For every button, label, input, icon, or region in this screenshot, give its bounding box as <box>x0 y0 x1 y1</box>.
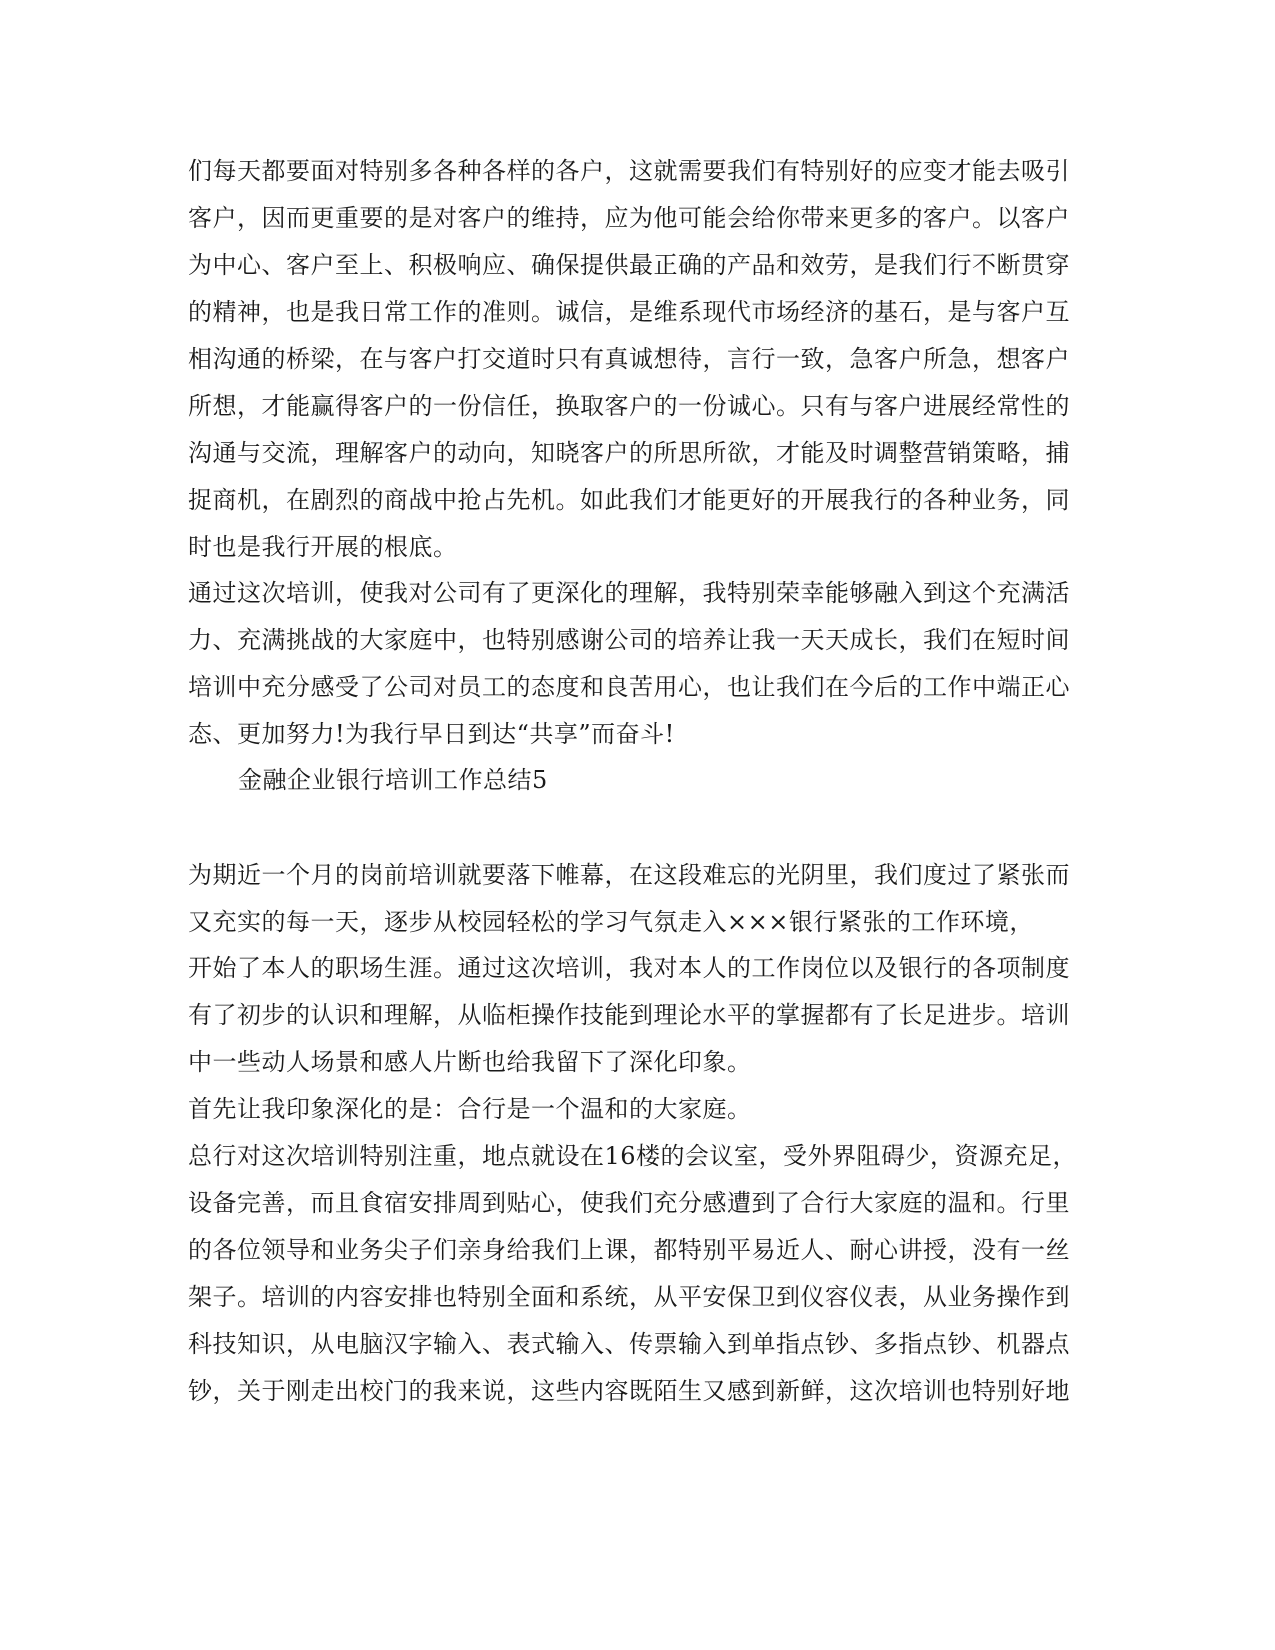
text-line: 科技知识，从电脑汉字输入、表式输入、传票输入到单指点钞、多指点钞、机器点 <box>188 1330 1070 1358</box>
text-line: 开始了本人的职场生涯。通过这次培训，我对本人的工作岗位以及银行的各项制度 <box>188 954 1070 982</box>
text-line: 培训中充分感受了公司对员工的态度和良苦用心，也让我们在今后的工作中端正心 <box>188 673 1070 701</box>
text-line: 客户，因而更重要的是对客户的维持，应为他可能会给你带来更多的客户。以客户 <box>188 204 1070 232</box>
text-line: 有了初步的认识和理解，从临柜操作技能到理论水平的掌握都有了长足进步。培训 <box>188 1001 1070 1029</box>
text-line: 捉商机，在剧烈的商战中抢占先机。如此我们才能更好的开展我行的各种业务，同 <box>188 486 1070 514</box>
text-line: 总行对这次培训特别注重，地点就设在16楼的会议室，受外界阻碍少，资源充足， <box>188 1142 1078 1170</box>
text-line: 的各位领导和业务尖子们亲身给我们上课，都特别平易近人、耐心讲授，没有一丝 <box>188 1236 1070 1264</box>
section-heading: 金融企业银行培训工作总结5 <box>238 766 548 794</box>
text-line: 的精神，也是我日常工作的准则。诚信，是维系现代市场经济的基石，是与客户互 <box>188 298 1070 326</box>
text-line: 钞，关于刚走出校门的我来说，这些内容既陌生又感到新鲜，这次培训也特别好地 <box>188 1377 1070 1405</box>
text-line: 为期近一个月的岗前培训就要落下帷幕，在这段难忘的光阴里，我们度过了紧张而 <box>188 861 1070 889</box>
text-line: 首先让我印象深化的是：合行是一个温和的大家庭。 <box>188 1095 752 1123</box>
text-line: 所想，才能赢得客户的一份信任，换取客户的一份诚心。只有与客户进展经常性的 <box>188 392 1070 420</box>
text-line: 沟通与交流，理解客户的动向，知晓客户的所思所欲，才能及时调整营销策略，捕 <box>188 439 1070 467</box>
text-line: 们每天都要面对特别多各种各样的各户，这就需要我们有特别好的应变才能去吸引 <box>188 157 1070 185</box>
text-line: 为中心、客户至上、积极响应、确保提供最正确的产品和效劳，是我们行不断贯穿 <box>188 251 1070 279</box>
text-line: 中一些动人场景和感人片断也给我留下了深化印象。 <box>188 1048 752 1076</box>
text-line: 设备完善，而且食宿安排周到贴心，使我们充分感遭到了合行大家庭的温和。行里 <box>188 1189 1070 1217</box>
text-line: 态、更加努力!为我行早日到达“共享”而奋斗! <box>188 720 675 748</box>
text-line: 又充实的每一天，逐步从校园轻松的学习气氛走入×××银行紧张的工作环境， <box>188 908 1034 936</box>
text-line: 通过这次培训，使我对公司有了更深化的理解，我特别荣幸能够融入到这个充满活 <box>188 579 1070 607</box>
text-line: 时也是我行开展的根底。 <box>188 533 458 561</box>
text-line: 相沟通的桥梁，在与客户打交道时只有真诚想待，言行一致，急客户所急，想客户 <box>188 345 1070 373</box>
text-line: 力、充满挑战的大家庭中，也特别感谢公司的培养让我一天天成长，我们在短时间 <box>188 626 1070 654</box>
text-line: 架子。培训的内容安排也特别全面和系统，从平安保卫到仪容仪表，从业务操作到 <box>188 1283 1070 1311</box>
